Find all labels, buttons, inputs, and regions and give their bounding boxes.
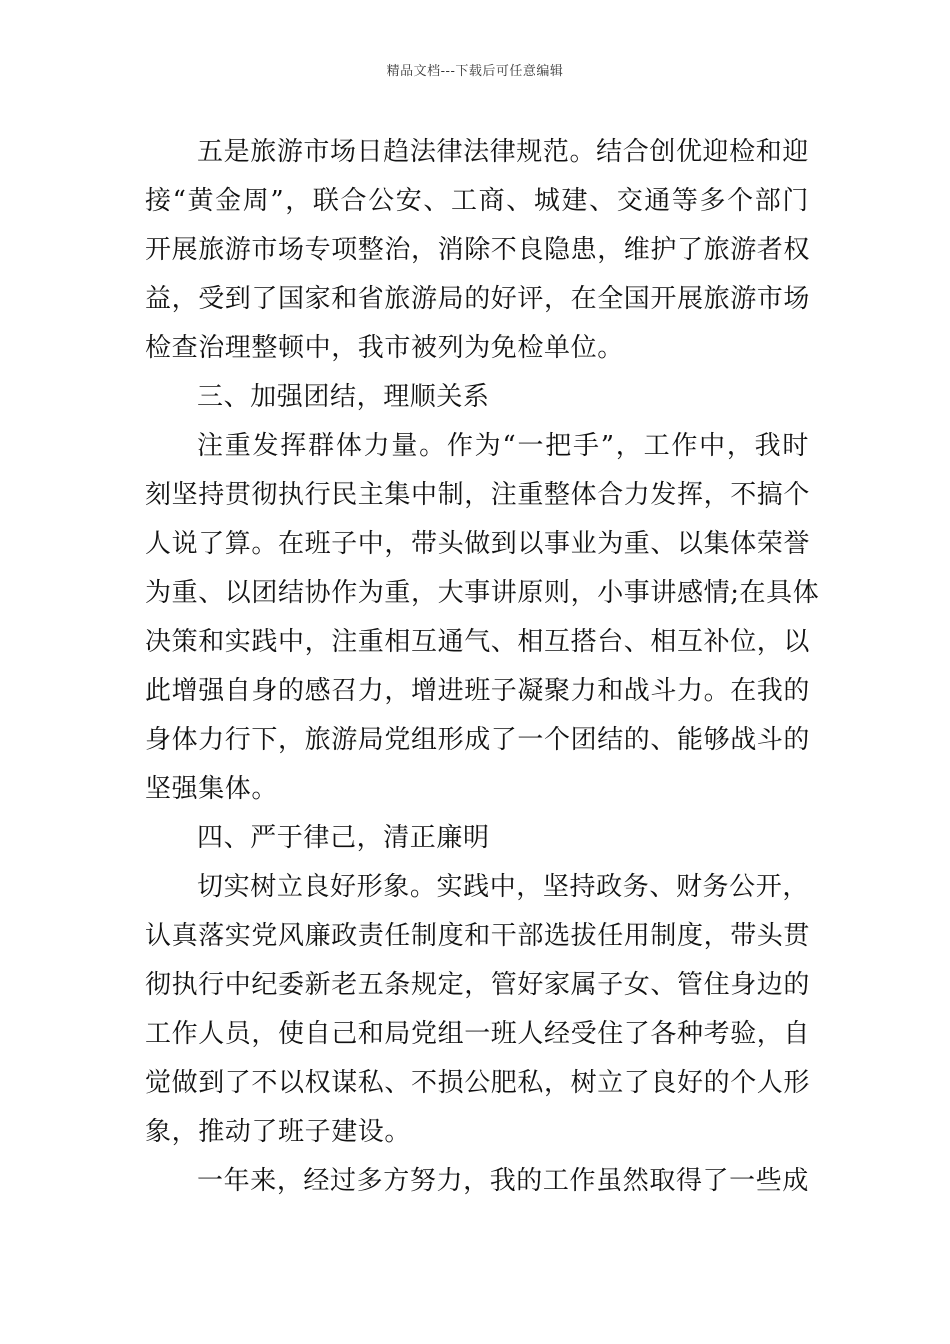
text-line: 刻坚持贯彻执行民主集中制，注重整体合力发挥，不搞个 [145, 480, 811, 510]
text-line: 五是旅游市场日趋法律法律规范。结合创优迎检和迎 [197, 137, 809, 167]
text-line: 身体力行下，旅游局党组形成了一个团结的、能够战斗的 [145, 725, 811, 755]
text-line: 注重发挥群体力量。作为“一把手”，工作中，我时 [197, 431, 809, 461]
text-line: 觉做到了不以权谋私、不损公肥私，树立了良好的个人形 [145, 1068, 811, 1098]
text-line: 为重、以团结协作为重，大事讲原则，小事讲感情;在具体 [145, 578, 820, 608]
text-line: 彻执行中纪委新老五条规定，管好家属子女、管住身边的 [145, 970, 811, 1000]
text-line: 认真落实党风廉政责任制度和干部选拔任用制度，带头贯 [145, 921, 811, 951]
text-line: 接“黄金周”，联合公安、工商、城建、交通等多个部门 [145, 186, 809, 216]
document-body [145, 128, 820, 1206]
text-line: 决策和实践中，注重相互通气、相互搭台、相互补位，以 [145, 627, 811, 657]
page-header: 精品文档---下载后可任意编辑 [386, 64, 564, 79]
text-line: 工作人员，使自己和局党组一班人经受住了各种考验，自 [145, 1019, 811, 1049]
text-line: 益，受到了国家和省旅游局的好评，在全国开展旅游市场 [145, 284, 811, 314]
text-line: 象，推动了班子建设。 [145, 1117, 412, 1147]
section-heading: 三、加强团结，理顺关系 [197, 382, 490, 412]
text-line: 一年来，经过多方努力，我的工作虽然取得了一些成 [197, 1166, 809, 1196]
text-line: 此增强自身的感召力，增进班子凝聚力和战斗力。在我的 [145, 676, 811, 706]
text-line: 开展旅游市场专项整治，消除不良隐患，维护了旅游者权 [145, 235, 811, 265]
section-heading: 四、严于律己，清正廉明 [197, 823, 490, 853]
text-line: 坚强集体。 [145, 774, 279, 804]
text-line: 切实树立良好形象。实践中，坚持政务、财务公开， [197, 872, 809, 902]
text-line: 检查治理整顿中，我市被列为免检单位。 [145, 333, 624, 363]
text-line: 人说了算。在班子中，带头做到以事业为重、以集体荣誉 [145, 529, 811, 559]
